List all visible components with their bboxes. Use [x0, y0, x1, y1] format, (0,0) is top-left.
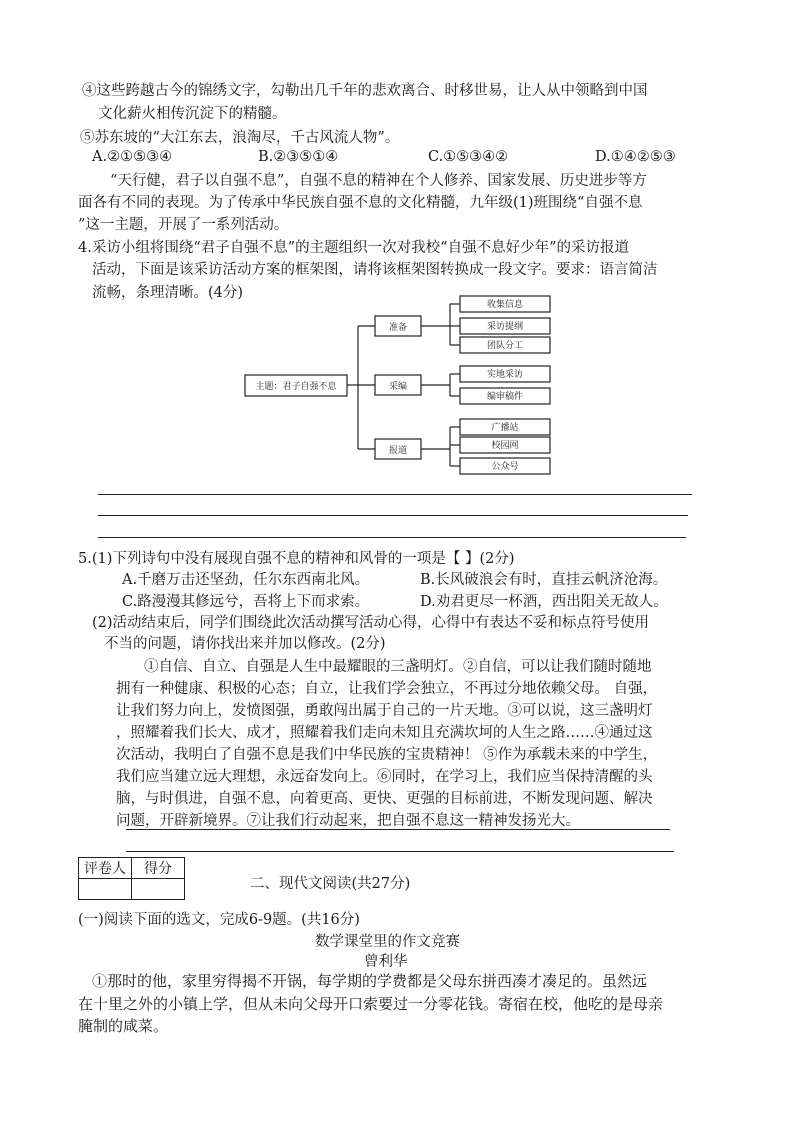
q5-part2-line-1: (2)活动结束后，同学们围绕此次活动撰写活动心得，心得中有表达不妥和标点符号使用: [92, 615, 650, 631]
reflection-line: 让我们努力向上，发愤图强，勇敢闯出属于自己的一片天地。③可以说，这三盏明灯: [116, 703, 653, 719]
branch-edit: 采编: [388, 382, 408, 392]
answer-line[interactable]: [98, 494, 692, 495]
q4-line-1: 4.采访小组将围绕“君子自强不息”的主题组织一次对我校“自强不息好少年”的采访报道: [78, 240, 629, 256]
article-para-line: 腌制的咸菜。: [78, 1017, 169, 1035]
question-item-4: ④这些跨越古今的锦绣文字，勾勒出几千年的悲欢离合、时移世易，让人从中领略到中国: [82, 83, 648, 99]
intro-line-2: 面各有不同的表现。为了传承中华民族自强不息的文化精髓，九年级(1)班围绕“自强不息: [78, 195, 643, 211]
q5-option-d: D.劝君更尽一杯酒，西出阳关无故人。: [420, 594, 668, 610]
intro-line-1: “天行健，君子以自强不息”，自强不息的精神在个人修养、国家发展、历史进步等方: [110, 173, 647, 189]
framework-diagram: [240, 293, 560, 478]
q5-option-c: C.路漫漫其修远兮，吾将上下而求索。: [122, 594, 370, 610]
reflection-line: 拥有一种健康、积极的心态；自立，让我们学会独立，不再过分地依赖父母。 自强，: [116, 681, 658, 697]
score-label: 得分: [132, 858, 185, 879]
grader-cell[interactable]: [79, 879, 132, 900]
intro-line-3: ”这一主题，开展了一系列活动。: [78, 217, 289, 233]
article-title: 数学课堂里的作文竞赛: [315, 934, 460, 950]
q4-line-2: 活动，下面是该采访活动方案的框架图，请将该框架图转换成一段文字。要求：语言简洁: [92, 262, 658, 278]
leaf-outline: 采访提纲: [486, 322, 524, 332]
answer-line[interactable]: [98, 537, 686, 538]
leaf-review: 编审稿件: [486, 392, 524, 402]
article-para-line: ①那时的他，家里穷得揭不开锅，每学期的学费都是父母东拼西凑才凑足的。虽然远: [92, 972, 648, 990]
answer-line[interactable]: [126, 829, 670, 830]
option-b: B.②③⑤①④: [258, 149, 339, 165]
question-item-5: ⑤苏东坡的“大江东去，浪淘尽，千古风流人物”。: [80, 130, 400, 146]
reflection-line: 问题，开辟新境界。⑦让我们行动起来，把自强不息这一精神发扬光大。: [116, 813, 580, 829]
reflection-line: 脑，与时俱进，自强不息，向着更高、更快、更强的目标前进，不断发现问题、解决: [116, 791, 653, 807]
leaf-team: 团队分工: [486, 341, 524, 351]
branch-prep: 准备: [388, 323, 408, 333]
subsection-title: (一)阅读下面的选文，完成6-9题。(共16分): [78, 912, 360, 928]
reflection-line: 我们应当建立远大理想，永远奋发向上。⑥同时，在学习上，我们应当保持清醒的头: [116, 769, 653, 785]
q5-option-a: A.千磨万击还坚劲，任尔东西南北风。: [122, 572, 370, 588]
reflection-line: ①自信、自立、自强是人生中最耀眼的三盏明灯。②自信，可以让我们随时随地: [144, 659, 652, 675]
answer-line[interactable]: [98, 515, 688, 516]
grader-label: 评卷人: [79, 858, 132, 879]
article-para-line: 在十里之外的小镇上学，但从未向父母开口索要过一分零花钱。寄宿在校，他吃的是母亲: [78, 995, 664, 1013]
leaf-onsite: 实地采访: [486, 370, 524, 380]
reflection-line: 次活动，我明白了自强不息是我们中华民族的宝贵精神！ ⑤作为承载未来的中学生，: [116, 747, 658, 763]
article-author: 曾利华: [364, 954, 408, 970]
reflection-line: ，照耀着我们长大、成才，照耀着我们走向未知且充满坎坷的人生之路……④通过这: [116, 725, 653, 741]
option-a: A.②①⑤③④: [92, 149, 173, 165]
score-cell[interactable]: [132, 879, 185, 900]
q5-part2-line-2: 不当的问题，请你找出来并加以修改。(2分): [104, 636, 386, 652]
question-item-4-cont: 文化薪火相传沉淀下的精髓。: [98, 106, 287, 122]
answer-line[interactable]: [126, 851, 674, 852]
option-d: D.①④②⑤③: [595, 149, 676, 165]
q5-option-b: B.长风破浪会有时，直挂云帆济沧海。: [420, 572, 668, 588]
branch-report: 报道: [388, 446, 408, 456]
leaf-public-account: 公众号: [491, 462, 519, 472]
leaf-campus-net: 校园网: [491, 441, 519, 451]
leaf-collect: 收集信息: [486, 300, 524, 310]
q4-line-3: 流畅，条理清晰。(4分): [92, 285, 244, 301]
option-c: C.①⑤③④②: [428, 149, 509, 165]
diagram-root: 主题：君子自强不息: [255, 382, 337, 392]
score-table: [78, 857, 185, 900]
leaf-radio: 广播站: [491, 423, 519, 433]
q5-part1: 5.(1)下列诗句中没有展现自强不息的精神和风骨的一项是【 】(2分): [78, 551, 515, 567]
section-title: 二、现代文阅读(共27分): [250, 876, 411, 892]
